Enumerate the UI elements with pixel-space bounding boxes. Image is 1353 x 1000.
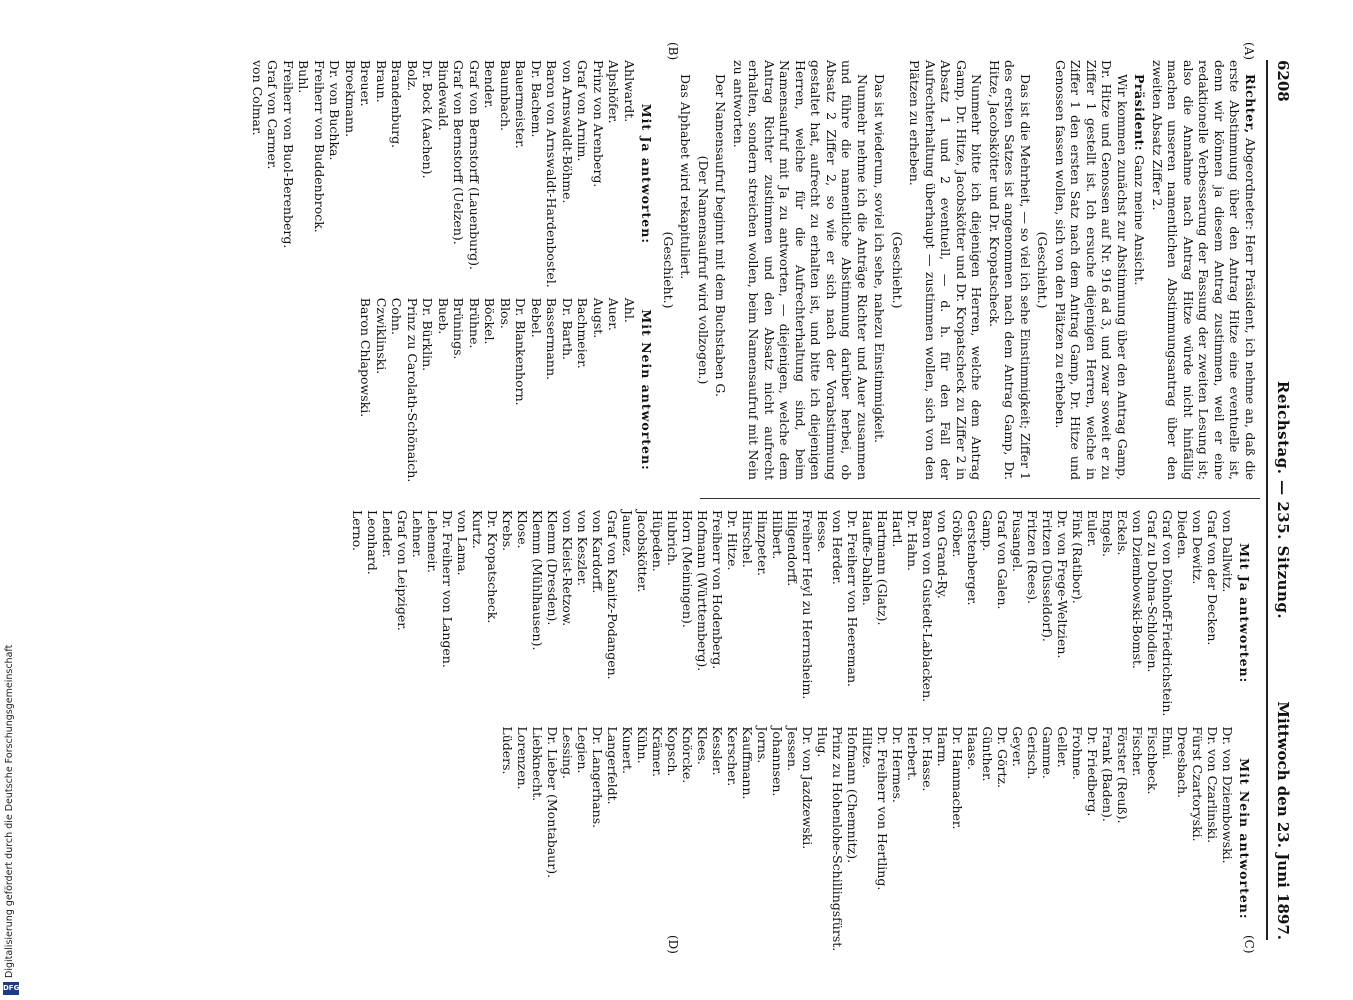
member-name: Hauffe-Dahlen. <box>860 510 875 606</box>
member-name: Bachmeier. <box>575 297 591 369</box>
member-name: von Grand-Ry. <box>935 510 950 599</box>
member-name: Ahl. <box>622 297 637 323</box>
member-name: Prinz von Arenberg. <box>591 60 606 188</box>
member-name: Buhl. <box>296 60 312 94</box>
paragraph: Das Alphabet wird rekapituliert. <box>678 74 694 280</box>
member-name: Klose. <box>515 510 530 549</box>
member-name: Hiltze. <box>860 726 875 769</box>
member-name: Baron von Arnswaldt-Hardenbostel. <box>544 60 560 288</box>
member-name: Bender. <box>482 60 498 109</box>
member-name: Dr. von Czarlinski. <box>1205 726 1220 844</box>
dfg-logo: DFG <box>3 982 19 995</box>
member-name: Lerno. <box>350 510 365 552</box>
member-name: Langerfeldt. <box>605 726 620 805</box>
member-name: Bauermeister. <box>513 60 529 149</box>
member-name: von Dziembowski-Bomst. <box>1130 510 1145 669</box>
member-name: Graf von Dönhoff-Friedrichstein. <box>1160 510 1175 717</box>
member-name: Graf von Arnim. <box>575 60 591 162</box>
member-name: Baumbach. <box>498 60 513 132</box>
member-name: Lehner. <box>410 510 425 558</box>
member-name: Hüpeden. <box>650 510 665 572</box>
member-name: Graf von Bernstorff (Uelzen). <box>451 60 467 245</box>
member-name: Prinz zu Carolath-Schönaich. <box>405 297 420 483</box>
member-name: Dr. Bürklin. <box>420 297 436 372</box>
member-name: Graf zu Dohna-Schlodien. <box>1145 510 1160 673</box>
member-name: Freiherr von Buol-Berenberg. <box>281 60 296 249</box>
member-name: Bebel. <box>529 297 544 338</box>
member-name: Fürst Czartoryski. <box>1190 726 1205 842</box>
member-name: Eckels. <box>1115 510 1130 556</box>
member-name: Dr. Kropatscheck. <box>485 510 500 624</box>
member-name: Hesse. <box>815 510 830 553</box>
member-name: Dr. Freiherr von Langen. <box>440 510 455 668</box>
member-name: Lorenzen. <box>515 726 530 790</box>
member-name: Broekmann. <box>343 60 358 138</box>
credit-text: Digitalisierung gefördert durch die Deutsche Forschungsgemeinschaft <box>4 644 15 978</box>
vote-lists-left <box>250 60 659 483</box>
member-name: Gerstenberger. <box>965 510 980 606</box>
member-name: Graf von Leipziger. <box>395 510 410 631</box>
member-name: Graf von der Decken. <box>1205 510 1220 646</box>
member-name: Haase. <box>965 726 980 770</box>
paragraph: Das ist wiederum, soviel ich sehe, nahezu Einstimmigkeit. <box>872 74 888 444</box>
member-name: Dr. Blankenhorn. <box>513 297 529 406</box>
member-name: Klemm (Dresden). <box>545 510 560 626</box>
member-name: Dr. Hermes. <box>890 726 905 803</box>
margin-mark-d: (D) <box>666 935 680 954</box>
margin-mark-c: (C) <box>1242 935 1256 954</box>
member-name: Klemm (Mühlhausen). <box>530 510 545 651</box>
member-name: Hubrich. <box>665 510 680 566</box>
margin-mark-b: (B) <box>666 42 680 61</box>
member-name: Graf von Galen. <box>995 510 1010 610</box>
member-name: Brünings. <box>451 297 467 360</box>
member-name: Baron von Gustedt-Lablacken. <box>920 510 935 703</box>
member-name: Dr. Görtz. <box>995 726 1010 789</box>
no-vote-list <box>358 298 637 483</box>
member-name: Freiherr Heyl zu Herrnsheim. <box>800 510 815 700</box>
member-name: Dr. von Dziembowski. <box>1220 726 1235 864</box>
member-name: Krämer. <box>650 726 665 777</box>
column-divider <box>700 498 1260 499</box>
member-name: Kopsch. <box>665 726 680 777</box>
member-name: Kerscher. <box>725 726 740 787</box>
member-name: Fischbeck. <box>1145 726 1160 795</box>
member-name: Hartl. <box>890 510 905 548</box>
member-name: Kurtz. <box>470 510 485 549</box>
member-name: Jorns. <box>755 726 770 764</box>
president-text: Ganz meine Ansicht. <box>1132 155 1148 286</box>
member-name: Bassermann. <box>544 297 560 380</box>
member-name: Hofmann (Chemnitz). <box>845 726 860 864</box>
yes-heading: Mit Ja antworten: <box>1237 543 1252 684</box>
member-name: Dr. Bachem. <box>529 60 544 138</box>
member-name: Kessler. <box>710 726 725 776</box>
member-name: Hartmann (Glatz). <box>875 510 890 626</box>
member-name: Czwiklinski. <box>374 297 389 375</box>
page-title: Reichstag. — 235. Sitzung. <box>1274 380 1292 620</box>
member-name: Dr. Friedberg. <box>1085 726 1100 817</box>
member-name: Dr. von Frege-Weltzien. <box>1055 510 1070 659</box>
member-name: Fusangel. <box>1010 510 1025 573</box>
right-column <box>350 510 1258 952</box>
page-header <box>1266 60 1300 940</box>
member-name: Dr. Freiherr von Hertling. <box>875 726 890 891</box>
stage-direction: (Geschieht.) <box>661 231 676 309</box>
member-name: Hilbert. <box>770 510 785 560</box>
member-name: Geyer. <box>1010 726 1025 767</box>
member-name: Dr. Barth. <box>560 297 575 360</box>
member-name: Leonhard. <box>365 510 380 575</box>
member-name: Dr. von Jazdzewski. <box>800 726 815 850</box>
member-name: Förster (Reuß). <box>1115 726 1130 824</box>
member-name: Braun. <box>374 60 389 103</box>
member-name: Kunert. <box>620 726 635 774</box>
member-name: Hug. <box>815 726 830 758</box>
member-name: Hirschel. <box>740 510 755 568</box>
page-number: 6208 <box>1274 60 1292 102</box>
yes-heading: Mit Ja antworten: <box>639 103 655 244</box>
member-name: Hofmann (Württemberg). <box>695 510 710 672</box>
stage-direction: (Geschieht.) <box>890 231 905 309</box>
member-name: Euler. <box>1085 510 1100 548</box>
member-name: Prinz zu Hohenlohe-Schillingsfürst. <box>830 726 845 952</box>
member-name: Bolz. <box>405 60 420 92</box>
member-name: Ahlwardt. <box>622 60 637 123</box>
member-name: Bindewald. <box>436 60 451 131</box>
member-name: von Colmar. <box>250 60 265 136</box>
member-name: Johannsen. <box>770 726 785 797</box>
member-name: Lüders. <box>500 726 515 775</box>
member-name: Lender. <box>380 510 395 558</box>
member-name: Dr. Langerhans. <box>590 726 605 829</box>
no-heading: Mit Nein antworten: <box>1237 758 1252 920</box>
member-name: Breuer. <box>358 60 374 107</box>
member-name: Jessen. <box>785 726 800 772</box>
member-name: Lehemeir. <box>425 510 440 573</box>
member-name: Baron Chlapowski. <box>358 297 374 418</box>
member-name: Frohme. <box>1070 726 1085 780</box>
member-name: Horn (Meiningen). <box>680 510 695 628</box>
member-name: Dr. Hitze. <box>725 510 740 571</box>
member-name: Jacobskötter. <box>635 510 650 593</box>
member-name: Brandenburg. <box>389 60 405 149</box>
member-name: Gerisch. <box>1025 726 1040 780</box>
member-name: Knörcke. <box>680 726 695 784</box>
member-name: Dieden. <box>1175 510 1190 559</box>
member-name: Gröber. <box>950 510 965 558</box>
member-name: Dr. Hammacher. <box>950 726 965 830</box>
member-name: Herbert. <box>905 726 920 782</box>
member-name: Freiherr von Buddenbrock. <box>312 60 327 233</box>
member-name: Dr. Hahn. <box>905 510 920 571</box>
stage-direction: (Geschieht.) <box>1035 231 1051 309</box>
page-date: Mittwoch den 23. Juni 1897. <box>1274 701 1292 940</box>
member-name: Kauffmann. <box>740 726 755 800</box>
member-name: Günther. <box>980 726 995 782</box>
member-name: von Dewitz. <box>1190 510 1205 585</box>
member-name: Böckel. <box>482 297 498 345</box>
member-name: Dr. von Buchka. <box>327 60 343 161</box>
member-name: Hinzpeter. <box>755 510 770 576</box>
member-name: Gamp. <box>980 510 995 552</box>
member-name: Graf von Bernstorff (Lauenburg). <box>467 60 482 271</box>
member-name: Auer. <box>606 297 622 331</box>
yes-vote-list <box>350 510 1235 716</box>
member-name: von Kleist-Retzow. <box>560 510 575 627</box>
credit-sidebar <box>0 0 22 1000</box>
member-name: Fischer. <box>1130 726 1145 777</box>
member-name: Ehni. <box>1160 726 1175 760</box>
member-name: von Arnswaldt-Böhme. <box>560 60 575 204</box>
member-name: Freiherr von Hodenberg. <box>710 510 725 670</box>
member-name: Dr. Freiherr von Heereman. <box>845 510 860 687</box>
left-column <box>250 60 1259 483</box>
paragraph: Nunmehr nehme ich die Anträge Richter und Auer zusammen und führe die namentliche Abstimmung darüber herbei, ob Absatz 2 Ziffer 2, so wie er sich nach der Vorabstimmung gestaltet hat, aufrecht zu erhalten ist, und bitte ich diejenigen Herren, welche für die Aufrechterhaltung sind, beim Namensaufruf mit Ja zu antworten, — diejenigen, welche dem Antrag Richter zustimmen und den Absatz nicht aufrecht erhalten, sondern streichen wollen, beim Namensaufruf mit Nein zu antworten. <box>731 60 870 480</box>
member-name: von Kardorff. <box>590 510 605 594</box>
member-name: Geller. <box>1055 726 1070 768</box>
member-name: Graf von Kanitz-Podangen. <box>605 510 620 680</box>
stage-direction: (Der Namensaufruf wird vollzogen.) <box>696 155 711 385</box>
member-name: Lessing. <box>560 726 575 779</box>
member-name: Fritzen (Düsseldorf). <box>1040 510 1055 642</box>
speech-text: Abgeordneter: Herr Präsident, ich nehme an, daß die erste Abstimmung über den Antrag Hitze eine eventuelle ist, denn wir können ja diesem Antrag zustimmen, weil er eine redaktionelle Verbesserung der Fassung der zweiten Lesung ist; also die Annahme nach Antrag Hitze würde nicht hinfällig machen unseren namentlichen Abstimmungsantrag über den zweiten Absatz Ziffer 2. <box>1150 60 1258 480</box>
member-name: Graf von Carmer. <box>265 60 281 170</box>
paragraph: Der Namensaufruf beginnt mit dem Buchstaben G. <box>713 74 729 397</box>
member-name: Augst. <box>591 297 606 339</box>
no-vote-list <box>500 726 1235 951</box>
member-name: Dr. Lieber (Montabaur). <box>545 726 560 879</box>
member-name: Harm. <box>935 726 950 767</box>
no-heading: Mit Nein antworten: <box>639 309 655 471</box>
member-name: Blos. <box>498 297 513 329</box>
member-name: Bueb. <box>436 297 451 335</box>
member-name: Alpshöfer. <box>606 60 622 124</box>
member-name: Brühne. <box>467 297 482 349</box>
member-name: von Herder. <box>830 510 845 585</box>
member-name: Dreesbach. <box>1175 726 1190 799</box>
member-name: Fritzen (Rees). <box>1025 510 1040 605</box>
paragraph: Das ist die Mehrheit, — so viel ich sehe Einstimmigkeit; Ziffer 1 des ersten Satzes ist angenommen nach dem Antrag Gamp, Dr. Hitze, Jacobskötter und Dr. Kropatscheck. <box>987 60 1033 480</box>
member-name: Fink (Ratibor). <box>1070 510 1085 604</box>
member-name: Engels. <box>1100 510 1115 557</box>
member-name: Dr. Hasse. <box>920 726 935 792</box>
document-page <box>60 40 1300 960</box>
paragraph: Wir kommen zunächst zur Abstimmung über den Antrag Gamp, Dr. Hitze und Genossen auf Nr. 916 ad 3, und zwar soweit er zu Ziffer 1 gestellt ist. Ich ersuche diejenigen Herren, welche in Ziffer 1 den ersten Satz nach dem Antrag Gamp, Dr. Hitze und Genossen fassen wollen, sich von den Plätzen zu erheben. <box>1053 60 1130 480</box>
member-name: Legien. <box>575 726 590 774</box>
vote-lists-right <box>350 510 1256 952</box>
member-name: Jaunez. <box>620 510 635 557</box>
member-name: von Lama. <box>455 510 470 576</box>
member-name: Krebs. <box>500 510 515 552</box>
paragraph: Nunmehr bitte ich diejenigen Herren, welche dem Antrag Gamp, Dr. Hitze, Jacobskötter und Dr. Kropatscheck zu Ziffer 2 in Absatz 1 und 2 eventuell, — d. h. für den Fall der Aufrechterhaltung überhaupt — zustimmen wollen, sich von den Plätzen zu erheben. <box>907 60 985 480</box>
president-label: Präsident: <box>1132 74 1148 152</box>
member-name: von Keszler. <box>575 510 590 586</box>
member-name: Frank (Baden). <box>1100 726 1115 822</box>
member-name: Klees. <box>695 726 710 765</box>
member-name: Liebknecht. <box>530 726 545 802</box>
member-name: Kühn. <box>635 726 650 764</box>
margin-mark-a: (A) <box>1242 42 1256 61</box>
member-name: Hilgendorff. <box>785 510 800 587</box>
member-name: Cohn. <box>389 297 405 335</box>
member-name: Gamme. <box>1040 726 1055 779</box>
speaker-name: Richter, <box>1243 74 1258 134</box>
yes-vote-list <box>250 60 638 288</box>
member-name: Dr. Bock (Aachen). <box>420 60 436 179</box>
member-name: von Dallwitz. <box>1220 510 1235 593</box>
